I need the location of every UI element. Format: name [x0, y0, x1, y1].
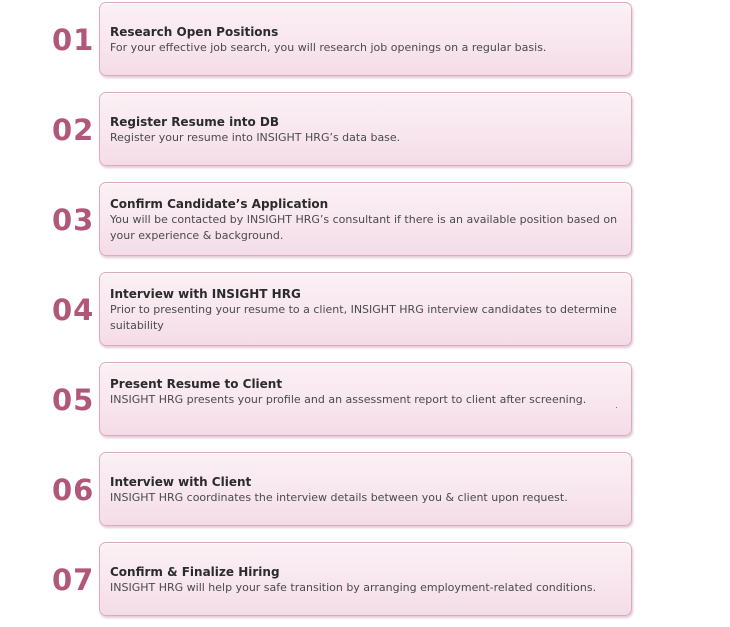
step-card: [99, 272, 632, 346]
step-number: 06: [52, 473, 95, 507]
step-description: Register your resume into INSIGHT HRG’s data base.: [110, 131, 401, 144]
step-title: Confirm Candidate’s Application: [110, 197, 329, 211]
step-description: For your effective job search, you will research job openings on a regular basis.: [110, 41, 547, 54]
step-card: [99, 362, 632, 436]
step-number: 03: [52, 203, 95, 237]
step-number: 01: [52, 23, 95, 57]
step-title: Interview with INSIGHT HRG: [110, 287, 301, 301]
step-title: Research Open Positions: [110, 25, 279, 39]
step-description: INSIGHT HRG presents your profile and an assessment report to client after screening.: [110, 393, 587, 406]
stray-dot: [616, 407, 617, 408]
step-card: [99, 182, 632, 256]
step-card: [99, 92, 632, 166]
step-02: [0, 90, 730, 168]
step-06: [0, 450, 730, 528]
step-title: Present Resume to Client: [110, 377, 283, 391]
step-01: [0, 0, 730, 78]
step-description: You will be contacted by INSIGHT HRG’s consultant if there is an available position based on your experience & background.: [110, 213, 618, 242]
step-card: [99, 2, 632, 76]
step-number: 07: [52, 563, 95, 597]
step-title: Confirm & Finalize Hiring: [110, 565, 280, 579]
step-07: [0, 540, 730, 618]
step-number: 02: [52, 113, 95, 147]
step-card: [99, 542, 632, 616]
step-card: [99, 452, 632, 526]
step-05: [0, 360, 730, 438]
step-description: INSIGHT HRG coordinates the interview details between you & client upon request.: [110, 491, 568, 504]
step-title: Interview with Client: [110, 475, 252, 489]
step-number: 04: [52, 293, 95, 327]
step-description: Prior to presenting your resume to a client, INSIGHT HRG interview candidates to determine suitability: [110, 303, 617, 332]
step-number: 05: [52, 383, 95, 417]
step-03: [0, 180, 730, 258]
step-title: Register Resume into DB: [110, 115, 280, 129]
step-04: [0, 270, 730, 348]
step-description: INSIGHT HRG will help your safe transition by arranging employment-related conditions.: [110, 581, 597, 594]
